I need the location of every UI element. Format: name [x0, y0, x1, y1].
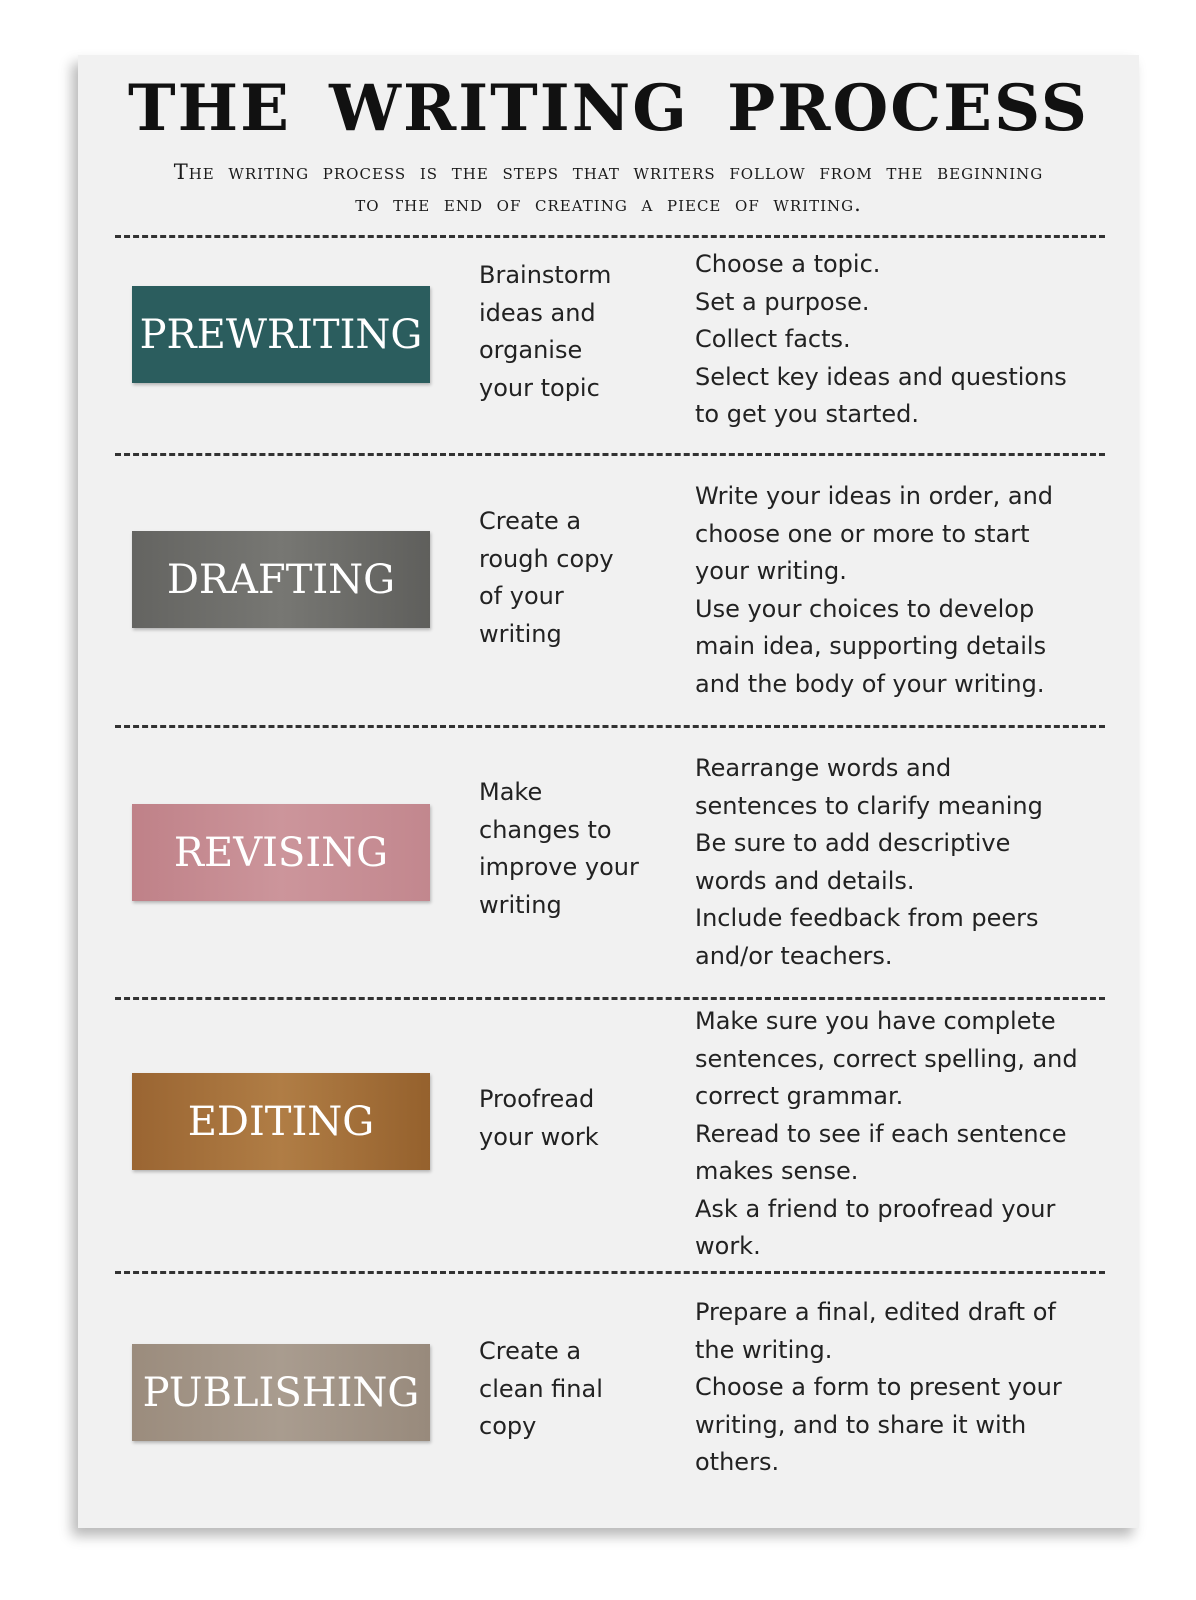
detail-line: choose one or more to start [695, 519, 1030, 548]
revising-summary [479, 774, 664, 924]
detail-line: Select key ideas and questions [695, 362, 1067, 391]
detail-line: the writing. [695, 1335, 833, 1364]
detail-line: Be sure to add descriptive [695, 829, 1011, 857]
detail-line: Make sure you have complete [695, 1007, 1056, 1035]
detail-line: Collect facts. [695, 325, 851, 353]
drafting-label: DRAFTING [132, 531, 430, 628]
detail-line: Set a purpose. [695, 287, 870, 316]
detail-line: to get you started. [695, 400, 920, 428]
summary-line: rough copy [479, 544, 614, 573]
detail-line: your writing. [695, 557, 847, 585]
summary-line: clean final [479, 1374, 603, 1403]
detail-line: Rearrange words and [695, 754, 952, 782]
summary-line: copy [479, 1412, 537, 1440]
summary-line: Brainstorm [479, 261, 612, 289]
detail-line: makes sense. [695, 1157, 859, 1185]
editing-summary [479, 1081, 664, 1156]
detail-line: Write your ideas in order, and [695, 482, 1054, 510]
section-divider [115, 235, 1105, 238]
section-divider [115, 453, 1105, 456]
detail-line: Ask a friend to proofread your [695, 1194, 1056, 1223]
prewriting-details [695, 246, 1115, 434]
prewriting-label: PREWRITING [132, 286, 430, 383]
detail-line: Use your choices to develop [695, 594, 1035, 623]
page-title: THE WRITING PROCESS [128, 71, 1089, 146]
summary-line: of your [479, 582, 564, 610]
section-divider [115, 997, 1105, 1000]
detail-line: and the body of your writing. [695, 669, 1045, 698]
summary-line: Create a [479, 1337, 582, 1365]
summary-line: ideas and [479, 298, 596, 327]
summary-line: writing [479, 890, 562, 919]
summary-line: Create a [479, 507, 582, 535]
detail-line: words and details. [695, 866, 915, 895]
section-divider [115, 725, 1105, 728]
subtitle-line-1: The writing process is the steps that writers follow from the beginning [173, 160, 1044, 184]
revising-details [695, 750, 1115, 975]
publishing-summary [479, 1333, 664, 1446]
detail-line: Reread to see if each sentence [695, 1119, 1067, 1148]
detail-line: Prepare a final, edited draft of [695, 1298, 1056, 1326]
detail-line: writing, and to share it with [695, 1410, 1027, 1439]
poster [78, 55, 1139, 1528]
summary-line: writing [479, 619, 562, 648]
drafting-details [695, 478, 1115, 703]
summary-line: Proofread [479, 1085, 595, 1113]
summary-line: your work [479, 1122, 599, 1151]
detail-line: sentences to clarify meaning [695, 791, 1043, 820]
summary-line: Make [479, 778, 543, 806]
summary-line: improve your [479, 853, 639, 881]
detail-line: Choose a topic. [695, 250, 881, 278]
summary-line: your topic [479, 373, 600, 402]
detail-line: others. [695, 1448, 780, 1476]
editing-details [695, 1003, 1115, 1266]
publishing-label: PUBLISHING [132, 1344, 430, 1441]
detail-line: Choose a form to present your [695, 1373, 1062, 1401]
editing-label: EDITING [132, 1073, 430, 1170]
summary-line: organise [479, 336, 583, 364]
subtitle-line-2: to the end of creating a piece of writing. [355, 192, 862, 216]
publishing-details [695, 1294, 1115, 1482]
section-divider [115, 1271, 1105, 1274]
drafting-summary [479, 503, 664, 653]
detail-line: main idea, supporting details [695, 632, 1047, 660]
detail-line: correct grammar. [695, 1082, 904, 1110]
detail-line: and/or teachers. [695, 941, 893, 970]
detail-line: work. [695, 1232, 761, 1260]
detail-line: Include feedback from peers [695, 904, 1039, 932]
detail-line: sentences, correct spelling, and [695, 1044, 1078, 1073]
summary-line: changes to [479, 815, 612, 844]
revising-label: REVISING [132, 804, 430, 901]
prewriting-summary [479, 257, 664, 407]
